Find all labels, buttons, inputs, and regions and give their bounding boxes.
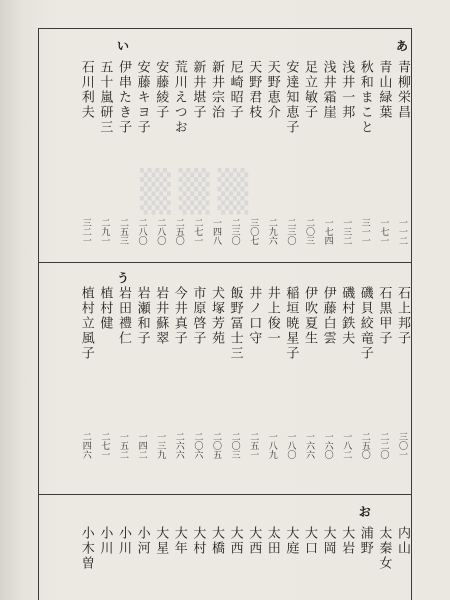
entry-name: 磯貝絞竜子 (357, 286, 373, 361)
entry-page-number: 二〇五 (211, 432, 221, 459)
index-section-o (40, 494, 410, 600)
entry-name: 岩瀬和子 (134, 286, 150, 346)
entry-name: 浦野 (357, 526, 373, 556)
entry-page-number: 二七一 (192, 218, 203, 245)
entry-name: 天野恵介 (264, 60, 280, 120)
entry-name: 伊串たき子 (116, 60, 131, 135)
entry-page-number: 三一一 (359, 218, 370, 245)
entry-page-number: 一七四 (322, 218, 333, 245)
entry-name: 新井宗治 (209, 60, 224, 120)
entry-page-number: 一四二 (136, 432, 147, 459)
entry-page-number: 二〇三 (304, 218, 314, 245)
kana-heading: あ (395, 39, 408, 53)
entry-name: 伊吹夏生 (302, 286, 317, 346)
entry-page-number: 二五〇 (359, 432, 370, 459)
entry-name: 磯村鉄夫 (339, 286, 355, 346)
entry-name: 大庭 (283, 526, 299, 556)
entry-name: 石川利夫 (78, 60, 94, 120)
entry-page-number: 一四八 (211, 218, 221, 245)
entry-name: 犬塚芳苑 (209, 286, 224, 346)
entry-name: 小河 (134, 526, 150, 556)
entry-page-number: 二八〇 (136, 218, 147, 245)
entry-page-number: 二九一 (99, 218, 110, 245)
entry-name: 大西 (227, 526, 243, 556)
entry-page-number: 二五三 (118, 218, 128, 245)
entry-name: 石上邦子 (395, 286, 410, 346)
entry-page-number: 一八九 (266, 432, 277, 459)
entry-name: 大岡 (320, 526, 336, 556)
entry-name: 井ノ口守 (246, 286, 262, 346)
entry-name: 岩井蘇翠 (153, 286, 169, 346)
entry-page-number: 二〇三 (229, 432, 240, 459)
index-section-a (40, 28, 410, 262)
entry-page-number: 二七一 (99, 432, 110, 459)
kana-heading: お (358, 505, 371, 519)
entry-name: 岩田禮仁 (116, 286, 131, 346)
entry-page-number: 二三〇 (229, 218, 240, 245)
entry-page-number: 一三二 (341, 218, 352, 245)
entry-name: 植村立風子 (78, 286, 94, 361)
entry-page-number: 一五二 (118, 432, 128, 459)
entry-name: 安藤綾子 (153, 60, 169, 120)
entry-page-number: 二四六 (80, 432, 91, 459)
entry-name: 荒川えつお (171, 60, 187, 135)
entry-name: 大村 (190, 526, 206, 556)
entry-page-number: 三〇七 (248, 218, 259, 245)
entry-name: 井上俊一 (264, 286, 280, 346)
entry-name: 浅井一邦 (339, 60, 355, 120)
entry-name: 大岩 (339, 526, 355, 556)
entry-page-number: 一六六 (304, 432, 314, 459)
entry-name: 尼崎昭子 (227, 60, 243, 120)
entry-name: 浅井霜崖 (320, 60, 336, 120)
entry-name: 内山 (395, 526, 410, 556)
entry-name: 大星 (153, 526, 169, 556)
index-section-u (40, 262, 410, 494)
entry-name: 秋和まこと (357, 60, 373, 135)
entry-page-number: 三二一 (80, 218, 91, 245)
entry-name: 小川 (97, 526, 113, 556)
entry-name: 太秦女 (376, 526, 392, 571)
entry-name: 足立敏子 (302, 60, 317, 120)
entry-name: 安達知恵子 (283, 60, 299, 135)
entry-name: 安藤キヨ子 (134, 60, 150, 135)
entry-name: 伊藤白雲 (320, 286, 336, 346)
entry-page-number: 一三九 (155, 432, 166, 459)
entry-name: 天野君枝 (246, 60, 262, 120)
entry-page-number: 二五〇 (173, 218, 184, 245)
entry-page-number: 一七一 (378, 218, 389, 245)
entry-name: 大口 (302, 526, 317, 556)
entry-name: 植村健 (97, 286, 113, 331)
entry-name: 石黒甲子 (376, 286, 392, 346)
entry-page-number: 二〇六 (192, 432, 203, 459)
show-through-print: ▒▒▒ (140, 168, 257, 215)
entry-name: 五十嵐研三 (97, 60, 113, 135)
entry-name: 太田 (264, 526, 280, 556)
entry-name: 小木曽 (78, 526, 94, 571)
entry-name: 青山緑葉 (376, 60, 392, 120)
entry-name: 飯野冨士三 (227, 286, 243, 361)
entry-page-number: 二九六 (266, 218, 277, 245)
entry-page-number: 一一二 (397, 218, 407, 245)
entry-page-number: 二二〇 (378, 432, 389, 459)
entry-page-number: 一八〇 (285, 432, 296, 459)
entry-name: 大西 (246, 526, 262, 556)
entry-name: 今井真子 (171, 286, 187, 346)
entry-name: 稲垣暁星子 (283, 286, 299, 361)
entry-page-number: 二三〇 (285, 218, 296, 245)
entry-name: 大橋 (209, 526, 224, 556)
entry-page-number: 一六〇 (322, 432, 333, 459)
entry-name: 小川 (116, 526, 131, 556)
entry-page-number: 一八二 (341, 432, 352, 459)
entry-name: 新井堪子 (190, 60, 206, 120)
entry-name: 市原啓子 (190, 286, 206, 346)
kana-heading: う (116, 271, 129, 285)
entry-page-number: 二五一 (248, 432, 259, 459)
entry-page-number: 二六六 (173, 432, 184, 459)
entry-page-number: 二八〇 (155, 218, 166, 245)
entry-page-number: 三〇一 (397, 432, 407, 459)
kana-heading: い (116, 39, 129, 53)
entry-name: 青柳栄昌 (395, 60, 410, 120)
entry-name: 大年 (171, 526, 187, 556)
